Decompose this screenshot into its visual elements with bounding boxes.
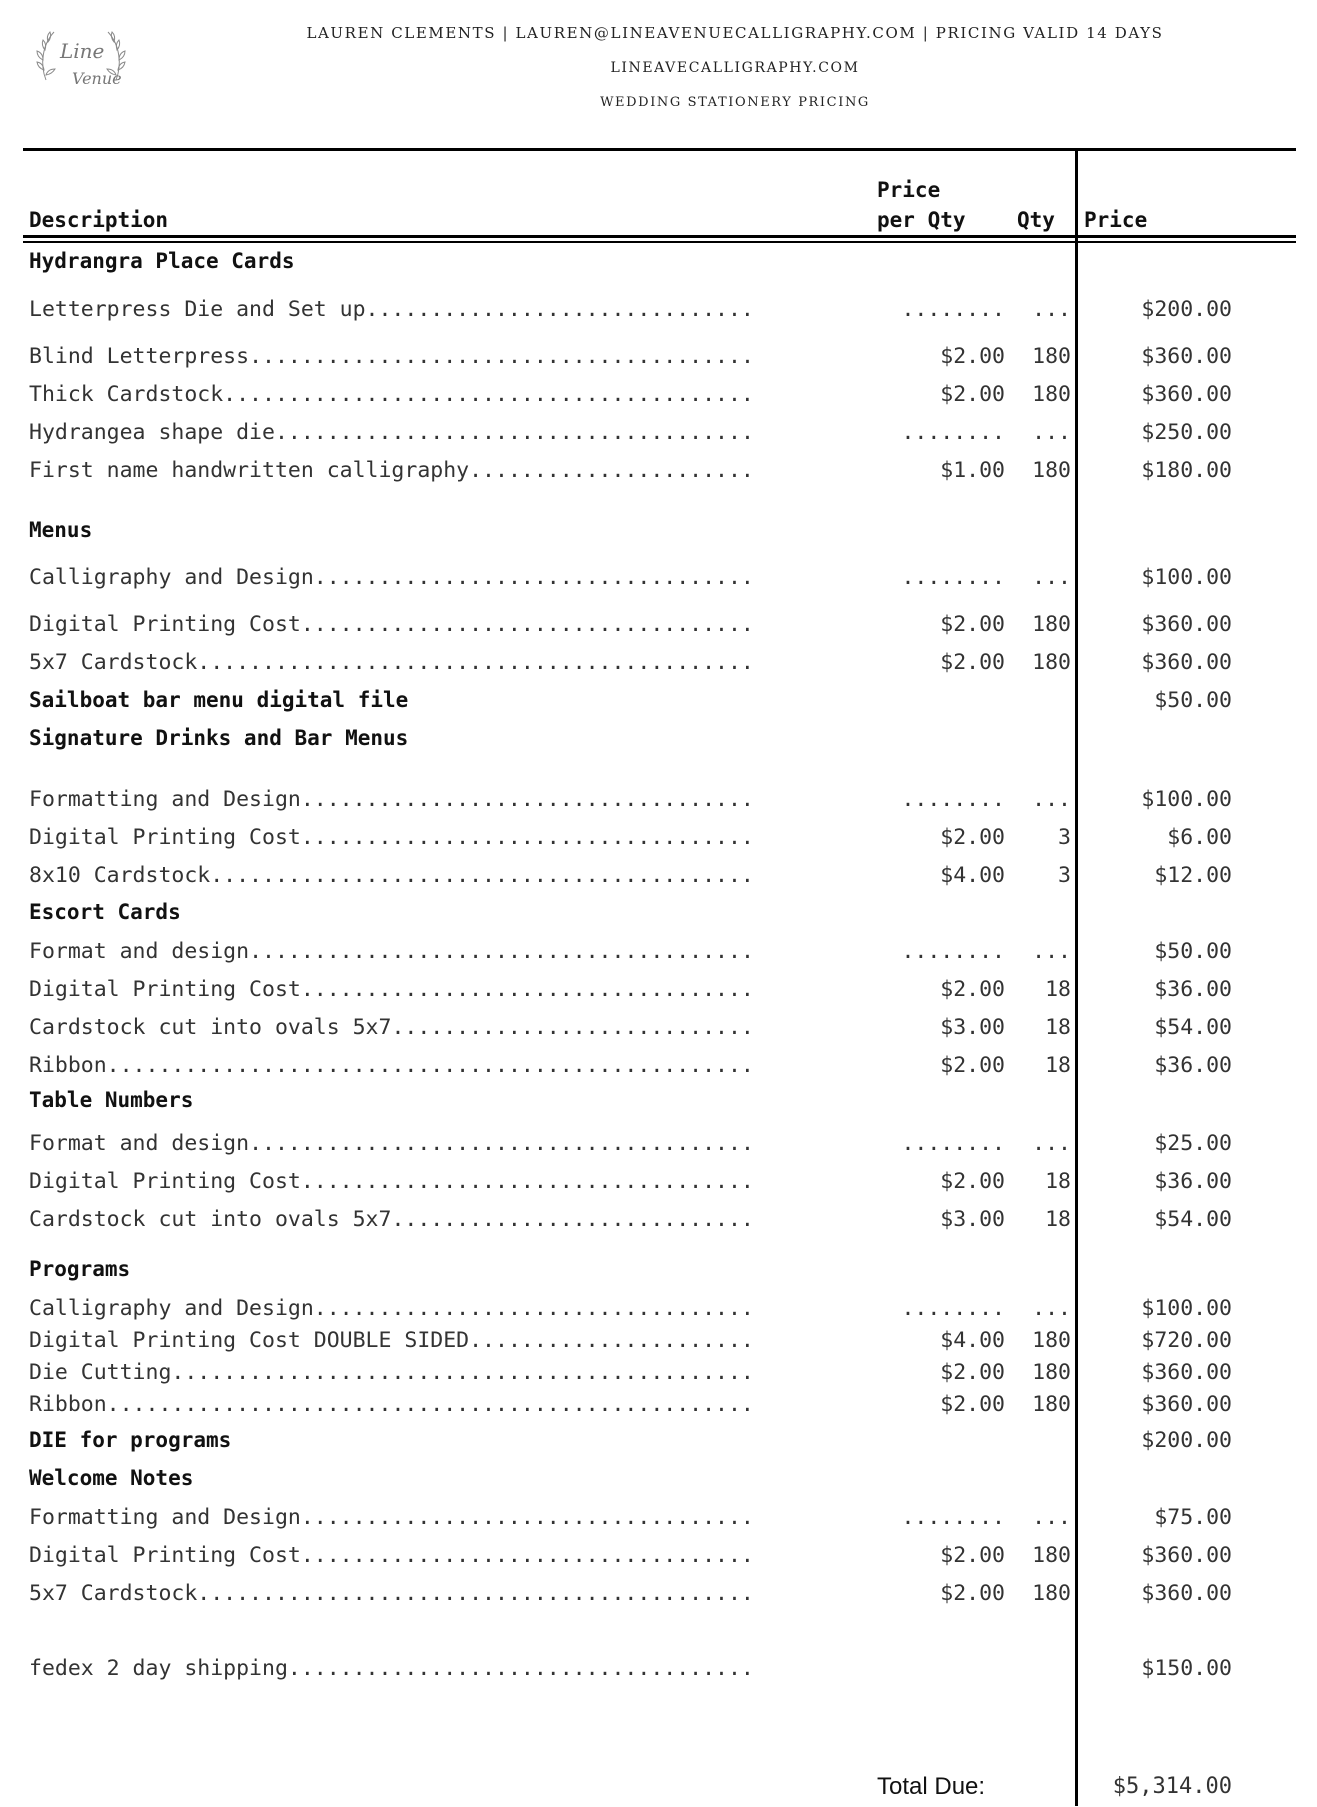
dot-leader: ...................... [469,1328,754,1353]
line-price: $360.00 [1141,1581,1232,1606]
line-qty: ... [1032,1131,1071,1156]
line-description: 5x7 Cardstock........................................... [29,1581,754,1606]
total-due-value: $5,314.00 [1112,1774,1232,1799]
section-heading: Signature Drinks and Bar Menus [29,726,409,750]
line-description: Digital Printing Cost................................... [29,977,754,1002]
section-heading: Welcome Notes [29,1466,194,1490]
line-price-per-qty: $3.00 [940,1015,1005,1040]
section-heading: Programs [29,1257,131,1281]
line-price-per-qty: $2.00 [940,1543,1005,1568]
line-qty: 18 [1045,1169,1071,1194]
line-price-per-qty: $4.00 [940,1328,1005,1353]
header-document-title: WEDDING STATIONERY PRICING [600,95,870,110]
line-price: $36.00 [1154,1169,1232,1194]
dot-leader: .............................. [365,297,754,322]
line-description: Digital Printing Cost DOUBLE SIDED...................... [29,1328,754,1353]
header-website: LINEAVECALLIGRAPHY.COM [610,60,860,76]
dot-leader: ...................... [469,458,754,483]
line-description: Ribbon.................................................. [29,1392,754,1417]
line-item-row [0,1131,1317,1161]
line-qty: ... [1032,1505,1071,1530]
line-price: $75.00 [1154,1505,1232,1530]
line-qty: ... [1032,787,1071,812]
line-price-per-qty: ........ [901,1296,1005,1321]
line-item-row [0,1505,1317,1535]
line-price-per-qty: $2.00 [940,825,1005,850]
line-price: $360.00 [1141,650,1232,675]
dot-leader: ......................................... [223,382,754,407]
line-qty: 18 [1045,1053,1071,1078]
line-price-per-qty: $2.00 [940,650,1005,675]
dot-leader: ....................................... [249,939,754,964]
line-item-row [0,344,1317,374]
line-price: $50.00 [1154,688,1232,713]
line-price-per-qty: $2.00 [940,1581,1005,1606]
header-contact-line: LAUREN CLEMENTS | LAUREN@LINEAVENUECALLIGRAPHY.COM | PRICING VALID 14 DAYS [306,24,1164,42]
line-description: Digital Printing Cost................................... [29,825,754,850]
line-price: $54.00 [1154,1207,1232,1232]
line-price: $25.00 [1154,1131,1232,1156]
dot-leader: ................................... [300,977,754,1002]
header-rule [23,235,1296,238]
top-rule [23,148,1296,151]
line-description: 8x10 Cardstock.......................................... [29,863,754,888]
line-qty: 3 [1058,863,1071,888]
dot-leader: ................................... [300,1505,754,1530]
line-price-per-qty: $2.00 [940,1169,1005,1194]
column-header-description: Description [29,208,169,232]
line-price-per-qty: ........ [901,297,1005,322]
column-header-price-per-qty-line2: per Qty [877,208,966,232]
line-description: Hydrangea shape die..................................... [29,420,754,445]
dot-leader: ................................... [300,1169,754,1194]
section-heading: Sailboat bar menu digital file [29,688,409,712]
line-qty: 180 [1032,382,1071,407]
line-price-per-qty: $2.00 [940,1360,1005,1385]
line-item-row [0,1392,1317,1422]
line-description: Calligraphy and Design.................................. [29,565,754,590]
line-price: $200.00 [1141,297,1232,322]
line-price: $720.00 [1141,1328,1232,1353]
line-price: $36.00 [1154,1053,1232,1078]
dot-leader: ............................ [391,1207,754,1232]
svg-text:Venue: Venue [72,69,122,88]
section-heading: Menus [29,518,93,542]
line-qty: 180 [1032,1543,1071,1568]
section-price-row [0,688,1317,718]
line-item-row [0,977,1317,1007]
line-item-row [0,297,1317,327]
line-qty: 180 [1032,1328,1071,1353]
line-description: 5x7 Cardstock........................................... [29,650,754,675]
line-price: $100.00 [1141,787,1232,812]
line-item-row [0,420,1317,450]
line-price: $100.00 [1141,1296,1232,1321]
line-price: $360.00 [1141,1543,1232,1568]
line-price: $100.00 [1141,565,1232,590]
line-description: Format and design....................................... [29,939,754,964]
line-price-per-qty: ........ [901,565,1005,590]
line-qty: 180 [1032,1392,1071,1417]
line-price-per-qty: $2.00 [940,977,1005,1002]
line-price: $150.00 [1141,1656,1232,1681]
line-description: Cardstock cut into ovals 5x7............................ [29,1015,754,1040]
line-price: $36.00 [1154,977,1232,1002]
line-description: Digital Printing Cost................................... [29,612,754,637]
line-price: $6.00 [1167,825,1232,850]
line-price-per-qty: $2.00 [940,344,1005,369]
line-description: fedex 2 day shipping.................................... [29,1656,754,1681]
line-item-row [0,1360,1317,1390]
line-description: Letterpress Die and Set up.............................. [29,297,754,322]
line-price: $360.00 [1141,344,1232,369]
line-price-per-qty: $3.00 [940,1207,1005,1232]
line-price: $360.00 [1141,1392,1232,1417]
line-item-row [0,1015,1317,1045]
section-heading: Hydrangra Place Cards [29,249,295,273]
dot-leader: ....................................... [249,1131,754,1156]
line-qty: 180 [1032,1360,1071,1385]
line-price: $54.00 [1154,1015,1232,1040]
line-item-row [0,650,1317,680]
line-price: $50.00 [1154,939,1232,964]
line-item-row [0,825,1317,855]
line-item-row [0,1296,1317,1326]
line-price-per-qty: ........ [901,1505,1005,1530]
line-description: Die Cutting............................................. [29,1360,754,1385]
dot-leader: .................................... [287,1656,754,1681]
dot-leader: ................................... [300,787,754,812]
line-item-row [0,1543,1317,1573]
dot-leader: ............................ [391,1015,754,1040]
line-qty: 3 [1058,825,1071,850]
line-description: Digital Printing Cost................................... [29,1543,754,1568]
line-qty: 180 [1032,612,1071,637]
line-price-per-qty: $1.00 [940,458,1005,483]
line-item-row [0,787,1317,817]
line-price: $180.00 [1141,458,1232,483]
section-heading: DIE for programs [29,1428,232,1452]
line-qty: ... [1032,297,1071,322]
line-price-per-qty: $2.00 [940,612,1005,637]
line-price-per-qty: ........ [901,1131,1005,1156]
line-price-per-qty: ........ [901,939,1005,964]
dot-leader: ................................... [300,1543,754,1568]
line-description: Blind Letterpress....................................... [29,344,754,369]
column-header-price-per-qty-line1: Price [877,178,941,202]
line-price: $250.00 [1141,420,1232,445]
line-description: Format and design....................................... [29,1131,754,1156]
line-description: First name handwritten calligraphy...................... [29,458,754,483]
line-price-per-qty: ........ [901,787,1005,812]
line-item-row [0,863,1317,893]
line-qty: 180 [1032,1581,1071,1606]
dot-leader: .................................................. [106,1392,754,1417]
line-qty: 18 [1045,1207,1071,1232]
line-qty: ... [1032,565,1071,590]
line-qty: ... [1032,939,1071,964]
line-qty: 180 [1032,650,1071,675]
line-price: $200.00 [1141,1428,1232,1453]
line-price-per-qty: $2.00 [940,382,1005,407]
dot-leader: .................................. [313,1296,754,1321]
line-qty: ... [1032,420,1071,445]
line-price: $12.00 [1154,863,1232,888]
line-item-row [0,1169,1317,1199]
line-item-row [0,1581,1317,1611]
line-item-row [0,939,1317,969]
line-price-per-qty: ........ [901,420,1005,445]
line-item-row [0,1053,1317,1083]
section-heading: Escort Cards [29,900,181,924]
dot-leader: .......................................... [210,863,754,888]
line-price-per-qty: $2.00 [940,1392,1005,1417]
line-price-per-qty: $4.00 [940,863,1005,888]
line-qty: 180 [1032,344,1071,369]
line-description: Ribbon.................................................. [29,1053,754,1078]
line-item-row [0,1328,1317,1358]
column-header-price: Price [1084,208,1148,232]
line-price: $360.00 [1141,382,1232,407]
section-heading: Table Numbers [29,1088,194,1112]
line-description: Cardstock cut into ovals 5x7............................ [29,1207,754,1232]
dot-leader: ................................... [300,825,754,850]
line-qty: 18 [1045,1015,1071,1040]
dot-leader: ................................... [300,612,754,637]
header-rule-double [23,241,1296,243]
line-item-row [0,1207,1317,1237]
line-item-row [0,1656,1317,1686]
line-description: Thick Cardstock......................................... [29,382,754,407]
dot-leader: .................................. [313,565,754,590]
dot-leader: ..................................... [274,420,754,445]
line-price: $360.00 [1141,1360,1232,1385]
column-header-qty: Qty [1017,208,1055,232]
dot-leader: ....................................... [249,344,754,369]
line-qty: 18 [1045,977,1071,1002]
dot-leader: ........................................... [197,650,754,675]
total-due-label: Total Due: [877,1773,986,1800]
dot-leader: ............................................. [171,1360,754,1385]
line-price: $360.00 [1141,612,1232,637]
line-qty: ... [1032,1296,1071,1321]
dot-leader: .................................................. [106,1053,754,1078]
line-item-row [0,458,1317,488]
svg-text:Line: Line [60,39,105,63]
line-item-row [0,612,1317,642]
section-price-row [0,1428,1317,1458]
line-item-row [0,565,1317,595]
line-description: Calligraphy and Design.................................. [29,1296,754,1321]
line-description: Formatting and Design................................... [29,1505,754,1530]
line-item-row [0,382,1317,412]
line-qty: 180 [1032,458,1071,483]
line-description: Formatting and Design................................... [29,787,754,812]
line-description: Digital Printing Cost................................... [29,1169,754,1194]
dot-leader: ........................................... [197,1581,754,1606]
line-price-per-qty: $2.00 [940,1053,1005,1078]
